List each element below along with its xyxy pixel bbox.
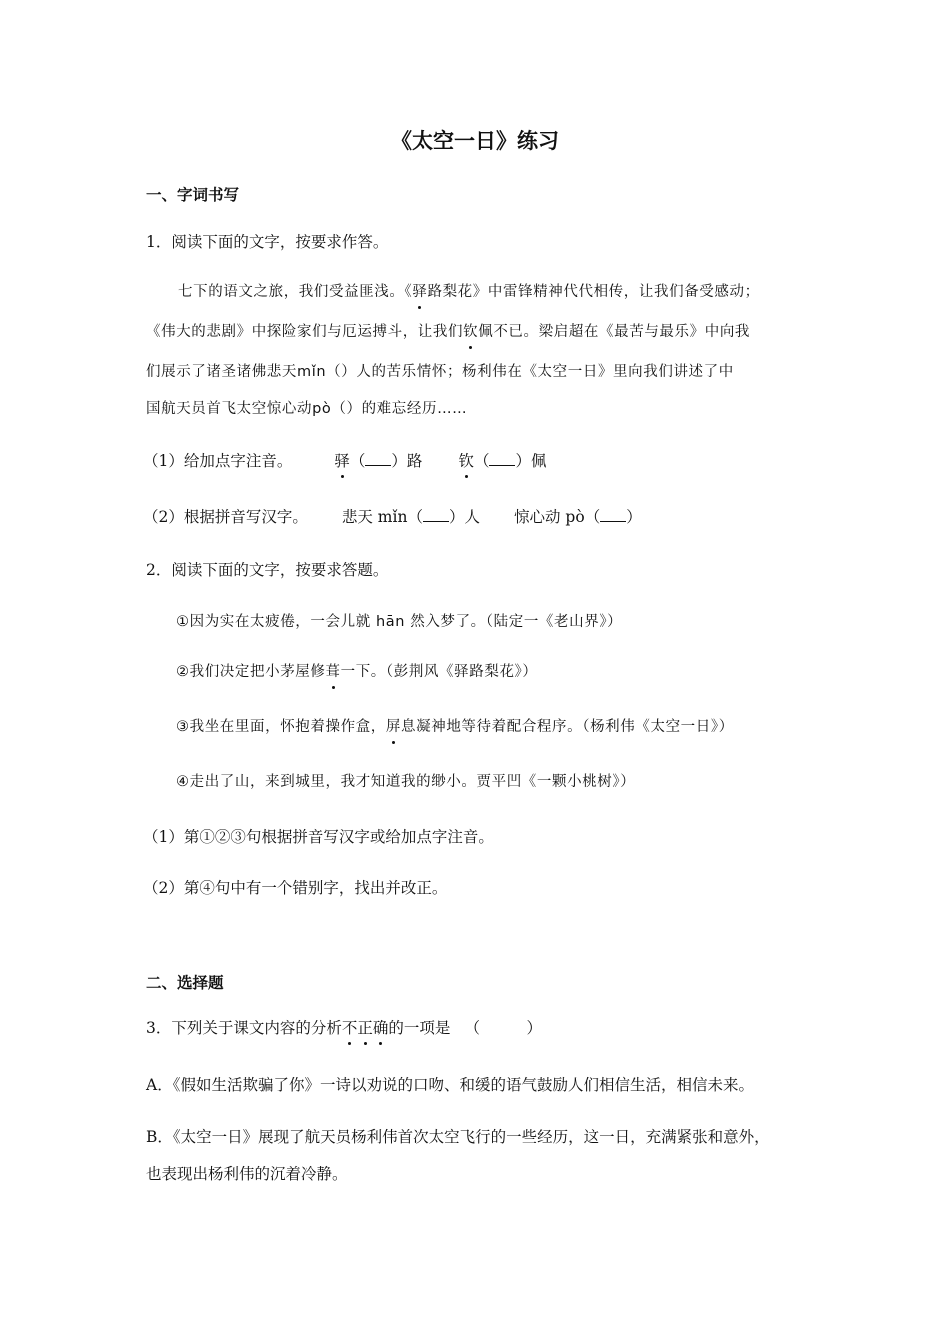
dotted-char: 不 (342, 1016, 358, 1040)
page-title: 《太空一日》练习 (391, 128, 559, 153)
q2-sentence-2 (176, 660, 538, 684)
passage-text: 《伟大的悲剧》中探险家们与厄运搏斗，让我们 (146, 324, 464, 340)
passage-line-1 (178, 280, 760, 304)
sub-label: （2）根据拼音写汉字。 (143, 508, 308, 526)
dotted-char: 葺 (326, 660, 341, 684)
dotted-char: 驿 (334, 449, 350, 473)
answer-blank[interactable] (600, 505, 626, 522)
section-heading-1: 一、字词书写 (146, 185, 240, 204)
question-2-prompt: 2．阅读下面的文字，按要求答题。 (146, 561, 389, 579)
paren: ） (448, 508, 465, 526)
q2-sentence-4: ④走出了山，来到城里，我才知道我的缈小。贾平凹《一颗小桃树》） (176, 774, 636, 790)
question-3-prompt (146, 1016, 542, 1040)
dotted-char: 确 (373, 1016, 389, 1040)
answer-blank[interactable] (423, 505, 449, 522)
section-heading-2: 二、选择题 (146, 973, 224, 992)
sub-text: 路 (406, 452, 423, 470)
sub-text: 佩 (530, 452, 547, 470)
passage-text: 佩不已。梁启超在《最苦与最乐》中向我 (478, 324, 751, 340)
dotted-char: 钦 (463, 320, 478, 344)
answer-blank[interactable] (365, 449, 391, 466)
question-1-sub-1 (143, 449, 547, 473)
sub-text: 悲天 mǐn (341, 508, 408, 526)
sub-label: （1）给加点字注音。 (143, 452, 293, 470)
q2-sentence-3 (176, 715, 734, 739)
paren: （ (584, 508, 601, 526)
question-1-sub-2 (143, 505, 642, 529)
passage-text: 路梨花》中雷锋精神代代相传，让我们备受感动； (427, 284, 760, 300)
dotted-char: 钦 (458, 449, 474, 473)
passage-text: 七下的语文之旅，我们受益匪浅。《 (178, 284, 413, 300)
paren: ） (515, 452, 531, 470)
sentence-text: 一下。（彭荆风《驿路梨花》） (340, 664, 538, 680)
question-2-sub-2: （2）第④句中有一个错别字，找出并改正。 (143, 879, 448, 897)
option-a[interactable]: A．《假如生活欺骗了你》一诗以劝说的口吻、和缓的语气鼓励人们相信生活，相信未来。 (146, 1076, 754, 1094)
paren: （ (349, 452, 366, 470)
sentence-text: 息凝神地等待着配合程序。（杨利伟《太空一日》） (401, 719, 734, 735)
passage-line-2 (146, 320, 750, 344)
passage-line-4: 国航天员首飞太空惊心动pò（）的难忘经历…… (146, 401, 468, 417)
sentence-text: ③我坐在里面，怀抱着操作盒， (176, 719, 386, 735)
dotted-char: 驿 (412, 280, 427, 304)
dotted-char: 正 (357, 1016, 373, 1040)
prompt-text: 3．下列关于课文内容的分析 (146, 1019, 342, 1037)
sub-text: 惊心动 pò (514, 508, 585, 526)
dotted-char: 屏 (386, 715, 401, 739)
question-2-sub-1: （1）第①②③句根据拼音写汉字或给加点字注音。 (143, 828, 494, 846)
passage-line-3: 们展示了诸圣诸佛悲天mǐn（）人的苦乐情怀；杨利伟在《太空一日》里向我们讲述了中 (146, 364, 734, 380)
answer-paren[interactable]: （ ） (464, 1019, 542, 1037)
q2-sentence-1: ①因为实在太疲倦，一会儿就 hān 然入梦了。（陆定一《老山界》） (176, 614, 623, 630)
answer-blank[interactable] (489, 449, 515, 466)
sentence-text: ②我们决定把小茅屋修 (176, 664, 326, 680)
paren: （ (407, 508, 423, 526)
paren: ） (391, 452, 407, 470)
prompt-text: 的一项是 (388, 1019, 451, 1037)
sub-text: 人 (464, 508, 480, 526)
question-1-prompt: 1．阅读下面的文字，按要求作答。 (146, 233, 389, 251)
option-b-line-2[interactable]: 也表现出杨利伟的沉着冷静。 (146, 1165, 348, 1183)
paren: （ (473, 452, 490, 470)
option-b-line-1[interactable]: B．《太空一日》展现了航天员杨利伟首次太空飞行的一些经历，这一日，充满紧张和意外， (146, 1128, 770, 1146)
paren: ） (626, 508, 642, 526)
